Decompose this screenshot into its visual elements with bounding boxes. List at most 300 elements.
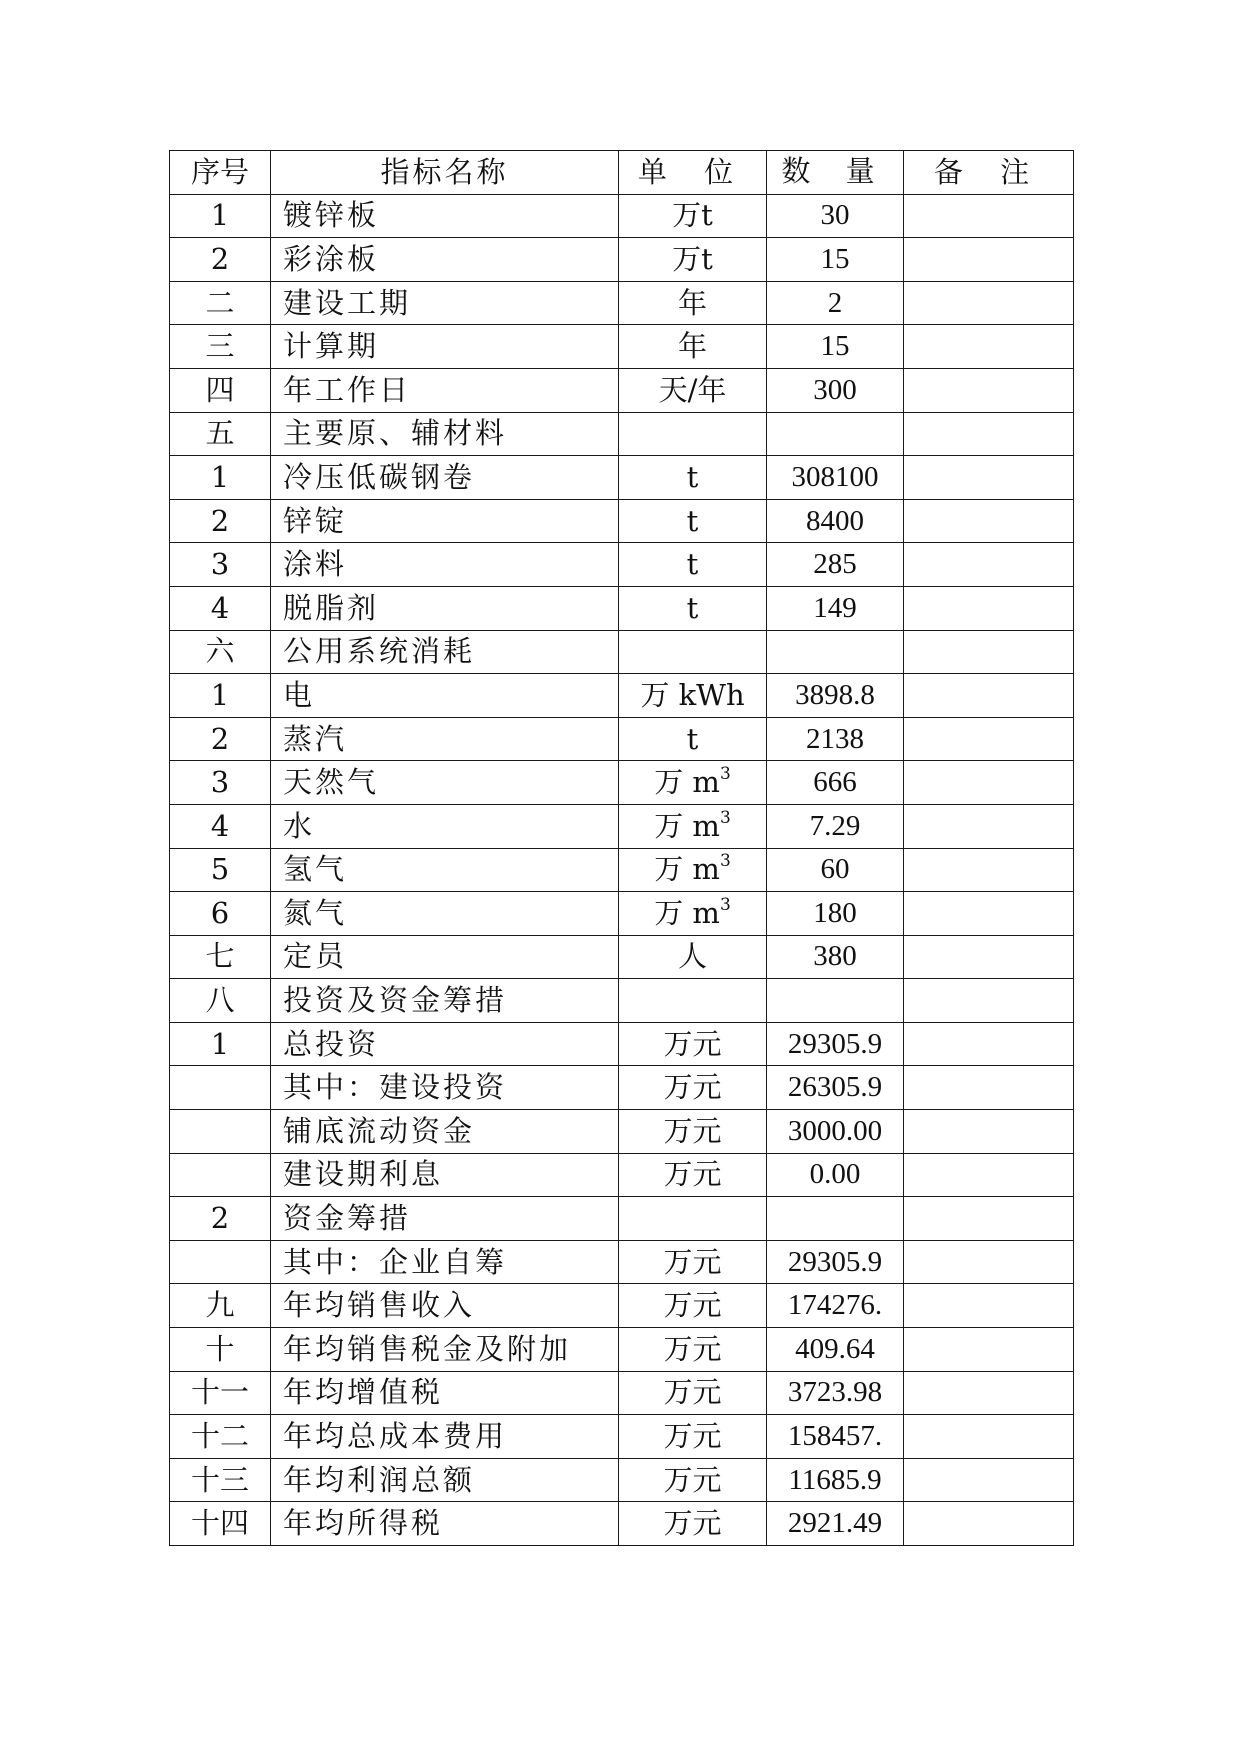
table-row	[170, 325, 1074, 369]
row-no	[170, 412, 271, 456]
row-qty-text: 30	[820, 199, 850, 232]
row-qty	[767, 368, 904, 412]
row-no	[170, 1153, 271, 1197]
row-qty	[767, 848, 904, 892]
row-note	[904, 1022, 1074, 1066]
table-row	[170, 892, 1074, 936]
row-unit-text: t	[686, 547, 699, 582]
row-note	[904, 543, 1074, 587]
row-qty	[767, 1284, 904, 1328]
table-row	[170, 281, 1074, 325]
row-unit-text: 万元	[663, 1506, 722, 1541]
row-qty-text: 180	[813, 896, 857, 929]
row-no-text: 3	[210, 765, 230, 800]
row-unit	[619, 848, 767, 892]
table-row	[170, 1153, 1074, 1197]
row-note	[904, 1284, 1074, 1328]
row-unit-text: 万元	[663, 1419, 722, 1454]
row-qty-text: 7.29	[809, 809, 861, 842]
row-no-text: 十一	[190, 1375, 249, 1410]
row-no	[170, 238, 271, 282]
row-name-text: 天然气	[283, 765, 380, 800]
header-note: 备 注	[904, 151, 1074, 195]
row-name-text: 冷压低碳钢卷	[283, 459, 476, 494]
row-qty	[767, 630, 904, 674]
row-unit	[619, 630, 767, 674]
row-unit	[619, 761, 767, 805]
row-name	[271, 674, 619, 718]
row-no-text: 5	[210, 852, 230, 887]
row-unit-text: 万 m	[654, 808, 720, 843]
row-no	[170, 1458, 271, 1502]
row-name	[271, 1371, 619, 1415]
row-unit-text: 万元	[663, 1331, 722, 1366]
row-unit	[619, 1022, 767, 1066]
row-unit	[619, 1415, 767, 1459]
row-name-text: 资金筹措	[283, 1201, 412, 1236]
row-note	[904, 238, 1074, 282]
row-note	[904, 717, 1074, 761]
row-note	[904, 1066, 1074, 1110]
row-no-text: 十二	[190, 1419, 249, 1454]
row-name	[271, 325, 619, 369]
row-name-text: 脱脂剂	[283, 590, 380, 625]
row-unit-text: 万元	[663, 1026, 722, 1061]
row-qty-text: 0.00	[809, 1158, 861, 1191]
row-qty	[767, 892, 904, 936]
row-unit	[619, 1502, 767, 1546]
row-name	[271, 368, 619, 412]
row-unit	[619, 1371, 767, 1415]
table-body	[170, 194, 1074, 1545]
row-no-text: 6	[210, 895, 230, 930]
row-name	[271, 935, 619, 979]
row-name	[271, 281, 619, 325]
row-qty	[767, 543, 904, 587]
table-row	[170, 935, 1074, 979]
row-name	[271, 499, 619, 543]
row-note	[904, 1153, 1074, 1197]
row-qty	[767, 1415, 904, 1459]
row-no-text: 十	[205, 1331, 235, 1366]
row-unit	[619, 586, 767, 630]
row-no-text: 3	[210, 547, 230, 582]
row-unit-text: 万t	[672, 198, 713, 233]
row-no	[170, 499, 271, 543]
table-header-row	[170, 151, 1074, 195]
table-row	[170, 1197, 1074, 1241]
row-qty-text: 158457.	[787, 1420, 883, 1453]
row-no-text: 2	[210, 1201, 230, 1236]
row-name-text: 公用系统消耗	[283, 634, 476, 669]
row-note	[904, 935, 1074, 979]
row-qty	[767, 586, 904, 630]
row-name-text: 水	[283, 808, 316, 843]
table-row	[170, 979, 1074, 1023]
row-qty-text: 15	[820, 242, 850, 275]
unit-superscript: 3	[719, 807, 731, 828]
table-row	[170, 804, 1074, 848]
row-no	[170, 1415, 271, 1459]
row-qty-text: 409.64	[795, 1332, 875, 1365]
row-qty	[767, 456, 904, 500]
row-name	[271, 761, 619, 805]
header-no: 序号	[170, 151, 271, 195]
row-no-text: 五	[205, 416, 235, 451]
row-qty-text: 26305.9	[787, 1071, 883, 1104]
row-name-text: 计算期	[283, 329, 380, 364]
row-no	[170, 848, 271, 892]
row-no	[170, 1110, 271, 1154]
row-unit-text: 万元	[663, 1462, 722, 1497]
row-name	[271, 543, 619, 587]
row-unit	[619, 1110, 767, 1154]
row-note	[904, 325, 1074, 369]
row-no-text: 1	[210, 677, 230, 712]
table-row	[170, 1022, 1074, 1066]
row-name	[271, 1458, 619, 1502]
row-name-text: 定员	[283, 939, 348, 974]
row-name-text: 锌锭	[283, 503, 348, 538]
row-name	[271, 630, 619, 674]
row-qty	[767, 194, 904, 238]
row-name-text: 涂料	[283, 547, 348, 582]
row-note	[904, 1502, 1074, 1546]
row-no	[170, 368, 271, 412]
row-name	[271, 586, 619, 630]
row-qty	[767, 1502, 904, 1546]
row-name	[271, 804, 619, 848]
row-unit-text: 天/年	[658, 372, 727, 407]
table-row	[170, 674, 1074, 718]
row-unit	[619, 412, 767, 456]
row-qty-text: 3898.8	[795, 678, 875, 711]
row-note	[904, 630, 1074, 674]
row-no-text: 4	[210, 590, 230, 625]
row-unit	[619, 1458, 767, 1502]
row-qty	[767, 674, 904, 718]
row-no-text: 七	[205, 939, 235, 974]
row-name-text: 年工作日	[283, 372, 412, 407]
row-name	[271, 1415, 619, 1459]
row-unit-text: 万元	[663, 1244, 722, 1279]
row-qty-text: 174276.	[787, 1289, 883, 1322]
row-qty	[767, 1458, 904, 1502]
row-unit	[619, 892, 767, 936]
indicator-table	[169, 150, 1074, 1546]
unit-superscript: 3	[719, 764, 731, 785]
row-name	[271, 1240, 619, 1284]
table-row	[170, 1066, 1074, 1110]
row-qty-text: 3723.98	[787, 1376, 883, 1409]
table-row	[170, 1110, 1074, 1154]
row-unit-text: 万 m	[654, 852, 720, 887]
row-unit	[619, 543, 767, 587]
row-no-text: 九	[205, 1288, 235, 1323]
row-no	[170, 1240, 271, 1284]
row-qty	[767, 979, 904, 1023]
row-no-text: 2	[210, 721, 230, 756]
table-row	[170, 368, 1074, 412]
row-qty	[767, 325, 904, 369]
row-note	[904, 1371, 1074, 1415]
row-name	[271, 848, 619, 892]
row-name-text: 年均销售收入	[283, 1288, 476, 1323]
row-unit	[619, 979, 767, 1023]
row-qty	[767, 1197, 904, 1241]
row-no	[170, 1284, 271, 1328]
row-name-text: 铺底流动资金	[283, 1113, 476, 1148]
row-qty-text: 2	[827, 286, 843, 319]
table-row	[170, 499, 1074, 543]
row-qty	[767, 1328, 904, 1372]
row-name-text: 彩涂板	[283, 241, 380, 276]
table-row	[170, 412, 1074, 456]
row-unit	[619, 238, 767, 282]
row-qty	[767, 1110, 904, 1154]
row-unit	[619, 674, 767, 718]
table-row	[170, 1502, 1074, 1546]
row-unit-text: 万t	[672, 241, 713, 276]
row-name-text: 其中：企业自筹	[283, 1244, 508, 1279]
row-no	[170, 456, 271, 500]
row-qty	[767, 238, 904, 282]
row-qty	[767, 1066, 904, 1110]
row-name-text: 年均所得税	[283, 1506, 444, 1541]
unit-superscript: 3	[719, 894, 731, 915]
row-note	[904, 848, 1074, 892]
row-unit	[619, 281, 767, 325]
table-row	[170, 848, 1074, 892]
row-unit	[619, 1240, 767, 1284]
row-unit	[619, 194, 767, 238]
row-no	[170, 1371, 271, 1415]
table-row	[170, 238, 1074, 282]
row-no-text: 八	[205, 983, 235, 1018]
row-unit	[619, 804, 767, 848]
row-qty	[767, 804, 904, 848]
row-note	[904, 1328, 1074, 1372]
table-row	[170, 761, 1074, 805]
row-qty-text: 380	[813, 940, 857, 973]
row-no-text: 4	[210, 808, 230, 843]
row-note	[904, 368, 1074, 412]
row-unit-text: 万元	[663, 1375, 722, 1410]
table-row	[170, 717, 1074, 761]
row-unit	[619, 935, 767, 979]
row-name-text: 年均销售税金及附加	[283, 1331, 572, 1366]
row-no-text: 十四	[190, 1506, 249, 1541]
row-name-text: 蒸汽	[283, 721, 348, 756]
row-name	[271, 456, 619, 500]
row-unit	[619, 1328, 767, 1372]
row-name-text: 年均利润总额	[283, 1462, 476, 1497]
row-unit-text: t	[686, 503, 699, 538]
row-name-text: 氢气	[283, 852, 348, 887]
row-no-text: 六	[205, 634, 235, 669]
table-row	[170, 1328, 1074, 1372]
row-qty-text: 8400	[806, 504, 864, 537]
row-name-text: 电	[283, 677, 316, 712]
row-qty	[767, 761, 904, 805]
row-name-text: 氮气	[283, 895, 348, 930]
row-note	[904, 456, 1074, 500]
row-name-text: 建设工期	[283, 285, 412, 320]
row-no-text: 三	[205, 329, 235, 364]
row-qty-text: 60	[820, 853, 850, 886]
row-unit-text: 年	[677, 285, 707, 320]
row-note	[904, 194, 1074, 238]
row-note	[904, 586, 1074, 630]
row-name-text: 投资及资金筹措	[283, 983, 508, 1018]
row-no-text: 1	[210, 459, 230, 494]
row-unit-text: t	[686, 590, 699, 625]
row-name	[271, 1153, 619, 1197]
row-qty-text: 308100	[791, 460, 879, 493]
row-unit	[619, 1153, 767, 1197]
row-no-text: 四	[205, 372, 235, 407]
row-unit-text: t	[686, 721, 699, 756]
row-no-text: 二	[205, 285, 235, 320]
row-note	[904, 761, 1074, 805]
header-name: 指标名称	[271, 151, 619, 195]
row-no	[170, 1328, 271, 1372]
table-row	[170, 586, 1074, 630]
row-no	[170, 1502, 271, 1546]
row-name-text: 年均增值税	[283, 1375, 444, 1410]
row-no-text: 1	[210, 198, 230, 233]
row-unit-text: 年	[677, 329, 707, 364]
row-note	[904, 979, 1074, 1023]
row-unit	[619, 456, 767, 500]
row-name-text: 建设期利息	[283, 1157, 444, 1192]
row-note	[904, 674, 1074, 718]
row-name	[271, 1328, 619, 1372]
row-note	[904, 1240, 1074, 1284]
row-no	[170, 892, 271, 936]
header-qty: 数 量	[767, 151, 904, 195]
row-unit	[619, 499, 767, 543]
row-note	[904, 1197, 1074, 1241]
row-no	[170, 630, 271, 674]
row-qty-text: 300	[813, 373, 857, 406]
row-name	[271, 1066, 619, 1110]
row-no-text: 十三	[190, 1462, 249, 1497]
row-no	[170, 194, 271, 238]
row-unit	[619, 368, 767, 412]
table-row	[170, 1458, 1074, 1502]
row-unit-text: 万 kWh	[640, 677, 745, 712]
row-unit-text: 万元	[663, 1157, 722, 1192]
row-unit	[619, 1284, 767, 1328]
table-row	[170, 456, 1074, 500]
row-note	[904, 412, 1074, 456]
row-no	[170, 543, 271, 587]
row-no-text: 2	[210, 503, 230, 538]
row-no	[170, 1066, 271, 1110]
table-row	[170, 1371, 1074, 1415]
row-no	[170, 979, 271, 1023]
row-name	[271, 1197, 619, 1241]
row-qty-text: 29305.9	[787, 1027, 883, 1060]
row-note	[904, 281, 1074, 325]
row-note	[904, 892, 1074, 936]
row-name	[271, 412, 619, 456]
row-name	[271, 717, 619, 761]
row-name	[271, 892, 619, 936]
table-row	[170, 1415, 1074, 1459]
row-qty	[767, 1022, 904, 1066]
row-no	[170, 804, 271, 848]
row-name-text: 其中：建设投资	[283, 1070, 508, 1105]
row-unit	[619, 1066, 767, 1110]
row-name	[271, 1502, 619, 1546]
table-row	[170, 630, 1074, 674]
row-name-text: 年均总成本费用	[283, 1419, 508, 1454]
row-qty-text: 285	[813, 548, 857, 581]
row-qty-text: 2921.49	[787, 1507, 883, 1540]
row-name	[271, 1022, 619, 1066]
row-name-text: 镀锌板	[283, 198, 380, 233]
row-name	[271, 1284, 619, 1328]
row-name-text: 主要原、辅材料	[283, 416, 508, 451]
row-unit-text: 万元	[663, 1288, 722, 1323]
table-row	[170, 194, 1074, 238]
row-name	[271, 238, 619, 282]
row-qty	[767, 499, 904, 543]
row-unit-text: 万 m	[654, 895, 720, 930]
row-note	[904, 499, 1074, 543]
table-row	[170, 1284, 1074, 1328]
row-name	[271, 194, 619, 238]
row-no	[170, 1197, 271, 1241]
row-qty-text: 149	[813, 591, 857, 624]
row-no-text: 2	[210, 241, 230, 276]
row-qty-text: 2138	[806, 722, 864, 755]
row-unit-text: 人	[677, 939, 707, 974]
row-no	[170, 586, 271, 630]
header-unit: 单 位	[619, 151, 767, 195]
unit-superscript: 3	[719, 851, 731, 872]
row-unit	[619, 1197, 767, 1241]
row-qty	[767, 1371, 904, 1415]
row-qty	[767, 412, 904, 456]
row-name-text: 总投资	[283, 1026, 380, 1061]
table-row	[170, 543, 1074, 587]
row-note	[904, 1458, 1074, 1502]
row-no	[170, 935, 271, 979]
row-qty	[767, 717, 904, 761]
row-qty	[767, 281, 904, 325]
row-unit-text: 万元	[663, 1113, 722, 1148]
row-qty	[767, 1153, 904, 1197]
row-unit-text: t	[686, 459, 699, 494]
row-qty-text: 3000.00	[787, 1114, 883, 1147]
row-note	[904, 1110, 1074, 1154]
row-no	[170, 717, 271, 761]
row-qty-text: 11685.9	[788, 1463, 882, 1496]
table-row	[170, 1240, 1074, 1284]
row-qty-text: 15	[820, 330, 850, 363]
row-note	[904, 1415, 1074, 1459]
row-unit-text: 万元	[663, 1070, 722, 1105]
row-unit	[619, 325, 767, 369]
row-no	[170, 325, 271, 369]
row-qty	[767, 1240, 904, 1284]
row-qty	[767, 935, 904, 979]
row-no-text: 1	[210, 1026, 230, 1061]
row-name	[271, 979, 619, 1023]
